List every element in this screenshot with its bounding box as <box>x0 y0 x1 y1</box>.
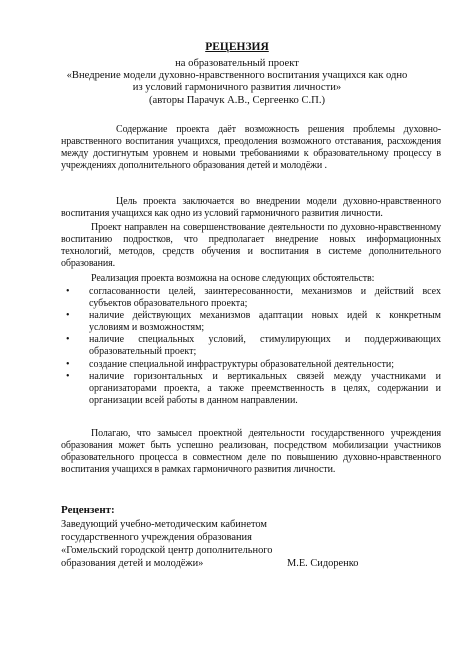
paragraph-2: Цель проекта заключается во внедрении модели духовно-нравственного воспитания учащихся как одно из условий гармоничного развития личности. <box>61 196 441 220</box>
list-item <box>61 310 441 334</box>
reviewer-position-line-3: «Гомельский городской центр дополнительного <box>61 545 273 556</box>
reviewer-position-line-1: Заведующий учебно-методическим кабинетом <box>61 519 267 530</box>
list-item-text: наличие специальных условий, стимулирующих и поддерживающих образовательный проект; <box>89 334 441 358</box>
paragraph-direction <box>61 222 441 270</box>
paragraph-1: Содержание проекта даёт возможность решения проблемы духовно-нравственного воспитания учащихся, преодоления возможного отставания, расхождения между достигнутым уровнем и новыми требованиями к образовательному процессу в учреждениях дополнительного образования детей и молодёжи . <box>61 124 441 172</box>
reviewer-label: Рецензент: <box>61 504 115 516</box>
list-item-text: согласованности целей, заинтересованности, механизмов и действий всех субъектов образовательного проекта; <box>89 286 441 310</box>
list-item-text: создание специальной инфраструктуры образовательной деятельности; <box>89 358 394 370</box>
list-item-text: наличие горизонтальных и вертикальных связей между участниками и организаторами проекта, а также преемственность в целях, содержании и организации всей работы в данном направлении. <box>89 370 441 406</box>
subtitle-line-3: из условий гармоничного развития личности» <box>132 82 342 93</box>
list-item <box>61 371 441 407</box>
paragraph-5: Полагаю, что замысел проектной деятельности государственного учреждения образования может быть успешно реализован, посредством мобилизации участников образовательного процесса в совместном деле по повышению духовно-нравственного воспитания учащихся в рамках гармоничного развития личности. <box>61 428 441 476</box>
reviewer-name: М.Е. Сидоренко <box>287 558 359 569</box>
paragraph-conclusion <box>61 428 441 476</box>
subtitle-line-2: «Внедрение модели духовно-нравственного воспитания учащихся как одно <box>66 70 408 81</box>
paragraph-4: Реализация проекта возможна на основе следующих обстоятельств: <box>91 273 375 284</box>
bullet-icon: • <box>66 334 70 346</box>
authors-line: (авторы Парачук А.В., Сергеенко С.П.) <box>148 95 326 106</box>
paragraph-3: Проект направлен на совершенствование деятельности по духовно-нравственному воспитанию подростков, что предполагает внедрение новых информационных технологий, методов, средств обучения и воспитания в системе дополнительного образования. <box>61 222 441 270</box>
paragraph-conditions <box>61 273 441 285</box>
reviewer-position-line-4: образования детей и молодёжи» <box>61 558 204 569</box>
bullet-icon: • <box>66 358 70 370</box>
document-title: РЕЦЕНЗИЯ <box>205 41 269 53</box>
list-item <box>61 359 441 371</box>
list-item-text: наличие действующих механизмов адаптации новых идей к конкретным условиям и возможностям; <box>89 310 441 334</box>
list-item <box>61 286 441 310</box>
bullet-icon: • <box>66 310 70 322</box>
paragraph-content <box>61 124 441 172</box>
bullet-icon: • <box>66 286 70 297</box>
subtitle-line-1: на образовательный проект <box>175 58 299 69</box>
conditions-list <box>61 286 441 407</box>
reviewer-position-line-2: государственного учреждения образования <box>61 532 252 543</box>
paragraph-goal <box>61 196 441 220</box>
list-item <box>61 334 441 358</box>
bullet-icon: • <box>66 370 70 382</box>
